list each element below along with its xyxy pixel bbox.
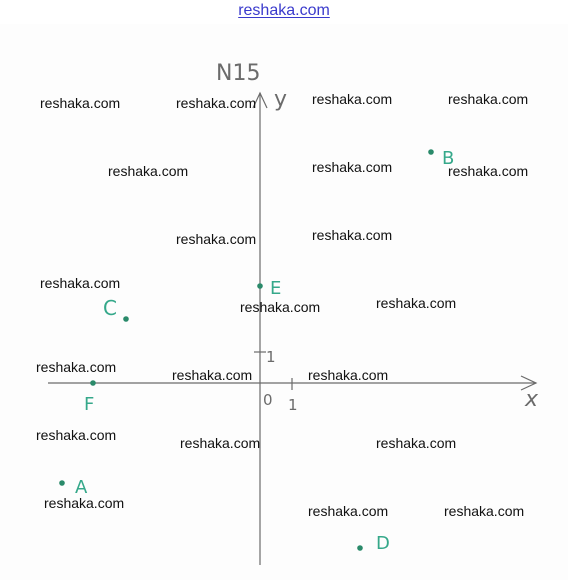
watermark: reshaka.com bbox=[448, 91, 529, 107]
point-f-label: F bbox=[84, 394, 95, 415]
origin-label: 0 bbox=[263, 391, 273, 409]
watermark: reshaka.com bbox=[240, 299, 321, 315]
point-e-label: E bbox=[270, 278, 282, 299]
watermark: reshaka.com bbox=[312, 227, 393, 243]
watermark: reshaka.com bbox=[36, 427, 117, 443]
watermark: reshaka.com bbox=[36, 359, 117, 375]
point-e bbox=[257, 283, 263, 289]
watermark: reshaka.com bbox=[108, 163, 189, 179]
watermark: reshaka.com bbox=[312, 159, 393, 175]
point-a bbox=[59, 480, 65, 486]
watermark: reshaka.com bbox=[180, 435, 261, 451]
watermark: reshaka.com bbox=[44, 495, 125, 511]
point-c-label: C bbox=[103, 296, 117, 320]
point-b-label: B bbox=[442, 148, 455, 169]
watermark: reshaka.com bbox=[172, 367, 253, 383]
y-axis-label: y bbox=[274, 87, 288, 112]
watermark: reshaka.com bbox=[176, 95, 257, 111]
point-c bbox=[123, 316, 129, 322]
watermark: reshaka.com bbox=[312, 91, 393, 107]
watermark: reshaka.com bbox=[40, 95, 121, 111]
y-unit-label: 1 bbox=[266, 348, 276, 366]
watermark: reshaka.com bbox=[40, 275, 121, 291]
point-d-label: D bbox=[376, 533, 390, 554]
x-unit-label: 1 bbox=[288, 396, 298, 414]
watermark: reshaka.com bbox=[308, 367, 389, 383]
watermark: reshaka.com bbox=[376, 435, 457, 451]
point-d bbox=[357, 545, 363, 551]
watermark: reshaka.com bbox=[376, 295, 457, 311]
watermark: reshaka.com bbox=[176, 231, 257, 247]
site-link[interactable]: reshaka.com bbox=[238, 2, 330, 19]
watermark: reshaka.com bbox=[448, 163, 529, 179]
x-axis-label: x bbox=[525, 387, 539, 412]
point-a-label: A bbox=[75, 477, 88, 498]
watermark: reshaka.com bbox=[444, 503, 525, 519]
point-b bbox=[428, 149, 434, 155]
problem-number: N15 bbox=[216, 61, 261, 86]
watermark: reshaka.com bbox=[308, 503, 389, 519]
point-f bbox=[90, 380, 96, 386]
